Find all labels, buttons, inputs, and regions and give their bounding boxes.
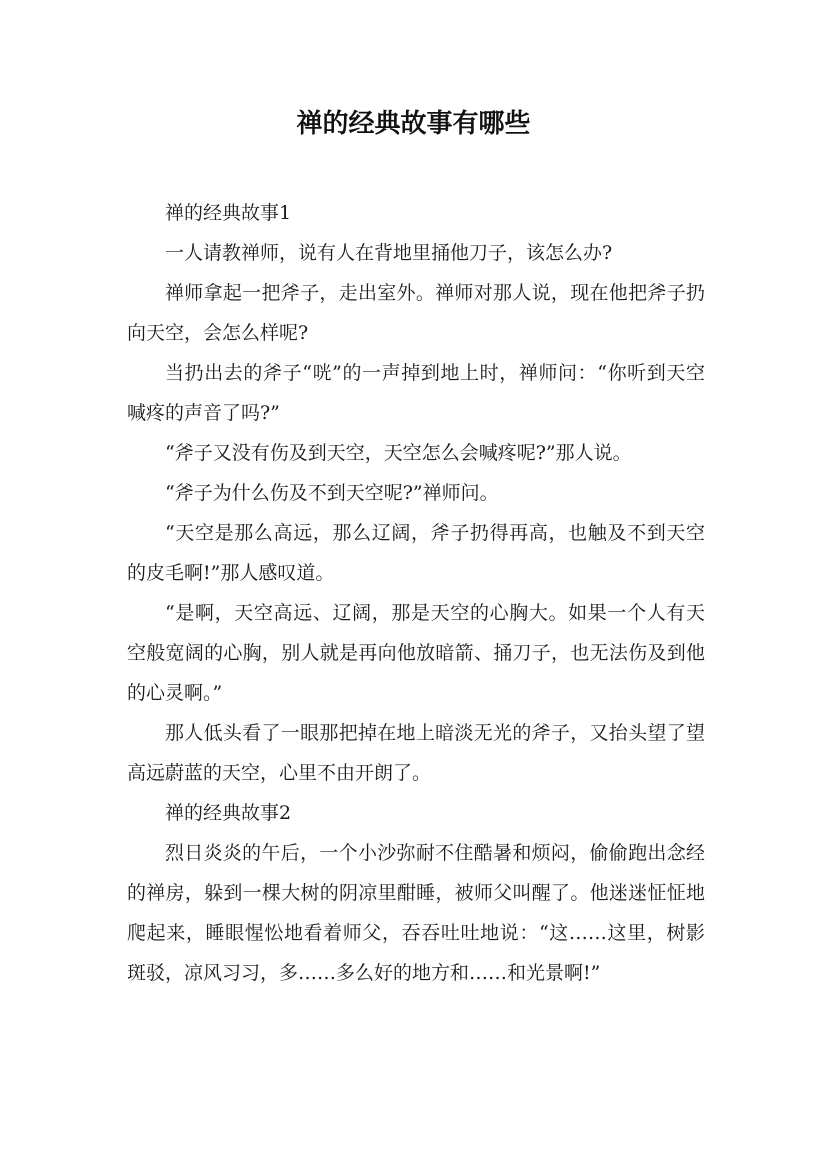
paragraph: “斧子又没有伤及到天空，天空怎么会喊疼呢?”那人说。 (165, 442, 632, 464)
paragraph: 禅的经典故事2 (165, 802, 292, 824)
paragraph: “是啊，天空高远、辽阔，那是天空的心胸大。如果一个人有天空般宽阔的心胸，别人就是再向他放暗箭、捅刀子，也无法伤及到他的心灵啊。” (127, 602, 705, 704)
paragraph: 一人请教禅师，说有人在背地里捅他刀子，该怎么办? (165, 242, 613, 264)
document-title: 禅的经典故事有哪些 (296, 109, 531, 139)
paragraph: 那人低头看了一眼那把掉在地上暗淡无光的斧子，又抬头望了望高远蔚蓝的天空，心里不由开朗了。 (127, 722, 705, 784)
paragraph: “天空是那么高远，那么辽阔，斧子扔得再高，也触及不到天空的皮毛啊!”那人感叹道。 (127, 522, 705, 584)
document-body (127, 193, 705, 993)
paragraph: 禅师拿起一把斧子，走出室外。禅师对那人说，现在他把斧子扔向天空，会怎么样呢? (127, 282, 705, 344)
paragraph: 烈日炎炎的午后，一个小沙弥耐不住酷暑和烦闷，偷偷跑出念经的禅房，躲到一棵大树的阴凉里酣睡，被师父叫醒了。他迷迷怔怔地爬起来，睡眼惺忪地看着师父，吞吞吐吐地说：“这……这里，树影斑驳，凉风习习，多……多么好的地方和……和光景啊!” (127, 842, 705, 984)
paragraph: “斧子为什么伤及不到天空呢?”禅师问。 (165, 482, 499, 504)
paragraph: 禅的经典故事1 (165, 202, 292, 224)
paragraph: 当扔出去的斧子“咣”的一声掉到地上时，禅师问：“你听到天空喊疼的声音了吗?” (127, 362, 705, 424)
